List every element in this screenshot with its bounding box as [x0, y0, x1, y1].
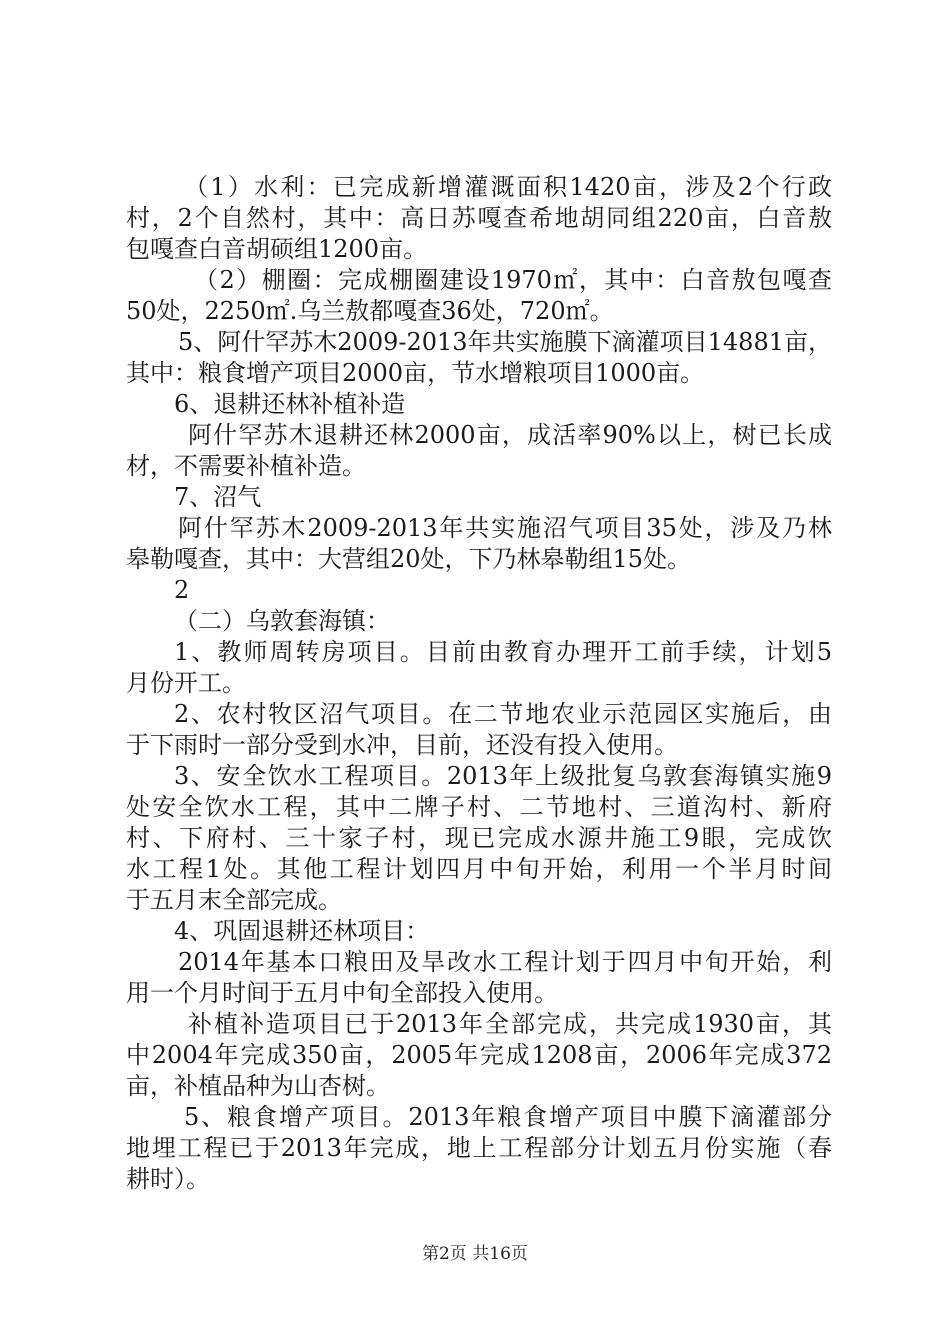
section-heading: 4、巩固退耕还林项目：: [174, 917, 430, 945]
paragraph-line: 月份开工。: [126, 669, 246, 697]
page-footer: 第2页 共16页: [422, 1244, 528, 1264]
paragraph-line: （2）棚圈：完成棚圈建设1970㎡，其中：白音敖包嘎查: [194, 266, 832, 294]
paragraph-line: 村、下府村、三十家子村，现已完成水源井施工9眼，完成饮: [126, 824, 832, 852]
paragraph-line: 材，不需要补植补造。: [126, 452, 366, 480]
paragraph-line: 5、阿什罕苏木2009-2013年共实施膜下滴灌项目14881亩，: [178, 328, 832, 356]
paragraph-line: 2014年基本口粮田及旱改水工程计划于四月中旬开始，利: [178, 948, 832, 976]
section-heading: 6、退耕还林补植补造: [174, 390, 406, 418]
document-body: [126, 172, 832, 1195]
paragraph-line: 水工程1处。其他工程计划四月中旬开始，利用一个半月时间: [126, 855, 832, 883]
paragraph-line: 1、教师周转房项目。目前由教育办理开工前手续，计划5: [174, 638, 832, 666]
paragraph-line: 2、农村牧区沼气项目。在二节地农业示范园区实施后，由: [174, 700, 832, 728]
paragraph-line: 于下雨时一部分受到水冲，目前，还没有投入使用。: [126, 731, 678, 759]
paragraph-line: 亩，补植品种为山杏树。: [126, 1072, 390, 1100]
stray-page-number: 2: [174, 576, 190, 604]
paragraph-line: 于五月末全部完成。: [126, 886, 342, 914]
paragraph-line: 50处，2250㎡.乌兰敖都嘎查36处，720㎡。: [126, 297, 614, 325]
paragraph-line: 皋勒嘎查，其中：大营组20处，下乃林皋勒组15处。: [126, 545, 692, 573]
paragraph-line: 3、安全饮水工程项目。2013年上级批复乌敦套海镇实施9: [174, 762, 832, 790]
paragraph-line: 村，2个自然村，其中：高日苏嘎查希地胡同组220亩，白音敖: [126, 204, 832, 232]
paragraph-line: 阿什罕苏木2009-2013年共实施沼气项目35处，涉及乃林: [178, 514, 832, 542]
paragraph-line: （1）水利：已完成新增灌溉面积1420亩，涉及2个行政: [184, 173, 832, 201]
paragraph-line: 5、粮食增产项目。2013年粮食增产项目中膜下滴灌部分: [184, 1103, 832, 1131]
paragraph-line: 处安全饮水工程，其中二牌子村、二节地村、三道沟村、新府: [126, 793, 832, 821]
paragraph-line: 地埋工程已于2013年完成，地上工程部分计划五月份实施（春: [126, 1134, 832, 1162]
paragraph-line: 耕时）。: [126, 1165, 210, 1193]
paragraph-line: 补植补造项目已于2013年全部完成，共完成1930亩，其: [188, 1010, 832, 1038]
paragraph-line: 阿什罕苏木退耕还林2000亩，成活率90%以上，树已长成: [188, 421, 832, 449]
paragraph-line: 用一个月时间于五月中旬全部投入使用。: [126, 979, 558, 1007]
paragraph-line: 包嘎查白音胡硕组1200亩。: [126, 235, 428, 263]
section-heading: （二）乌敦套海镇：: [174, 607, 390, 635]
paragraph-line: 中2004年完成350亩，2005年完成1208亩，2006年完成372: [126, 1041, 832, 1069]
paragraph-line: 其中：粮食增产项目2000亩，节水增粮项目1000亩。: [126, 359, 705, 387]
section-heading: 7、沼气: [174, 483, 262, 511]
